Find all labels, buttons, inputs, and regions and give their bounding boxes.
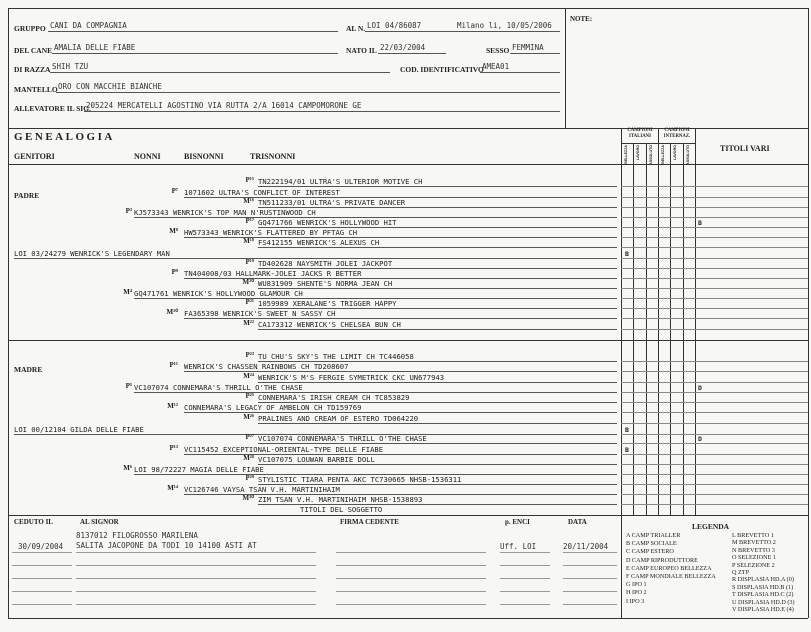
legenda-item: I IPO 3 [626,597,645,605]
pedigree-entry: TD402628 NAYSMITH JOLEI JACKPOT [258,259,393,268]
padre-label: PADRE [14,191,40,200]
subcol-label: ASSOLUTO [685,145,690,165]
footer-line [500,578,550,579]
razza-label: DI RAZZA [14,65,51,74]
pedigree-entry: VC115452 EXCEPTIONAL-ORIENTAL-TYPE DELLE FIABE [184,445,384,454]
grid-row-line [621,434,808,435]
grid-row-line [621,288,808,289]
sesso-label: SESSO [486,46,510,55]
pedigree-prefix: P⁷ [171,187,178,195]
legenda-item: N BREVETTO 3 [732,546,775,554]
footer-line [12,552,72,553]
razza-value: SHIH TZU [52,62,89,71]
col-trisnonni: TRISNONNI [250,152,296,161]
grid-row-line [621,464,808,465]
footer-line [76,604,316,605]
al-n-value: LOI 04/86087 [367,21,422,30]
pedigree-line [258,186,617,187]
pedigree-entry: GQ471766 WENRICK'S HOLLYWOOD HIT [258,218,397,227]
cod-value: AMEA01 [482,62,510,71]
titoli-soggetto: TITOLI DEL SOGGETTO [300,505,383,514]
grid-row-line [621,402,808,403]
al-n-label: AL N. [346,24,366,33]
gruppo-value: CANI DA COMPAGNIA [50,21,127,30]
grid-row-line [621,454,808,455]
grid-row-line [621,423,808,424]
pedigree-entry: LOI 00/12104 GILDA DELLE FIABE [14,425,144,434]
pedigree-prefix: P¹¹ [169,361,178,369]
grid-row-line [621,207,808,208]
subcol-label: ASSOLUTO [648,145,653,165]
legenda-item: M BREVETTO 2 [732,539,776,547]
pedigree-entry: FA365398 WENRICK'S SWEET N SASSY CH [184,309,336,318]
pedigree-prefix: M¹⁶ [243,197,254,205]
pedigree-entry: WU831909 SHENTE'S NORMA JEAN CH [258,279,393,288]
pedigree-prefix: P⁵ [125,382,132,390]
grid-row-line [621,237,808,238]
nato-label: NATO IL [346,46,377,55]
grid-row-line [621,494,808,495]
note-label: NOTE: [570,15,593,23]
cane-value: AMALIA DELLE FIABE [54,43,136,52]
pedigree-line [258,288,617,289]
footer-line [336,591,486,592]
subcol-label: BELLEZZA [624,145,628,164]
pedigree-prefix: M²² [243,319,254,327]
pedigree-entry: HW573343 WENRICK'S FLATTERED BY PFTAG CH [184,228,358,237]
pedigree-entry: CONNEMARA'S LEGACY OF AMBELON CH TD159769 [184,403,362,412]
mantello-label: MANTELLO [14,85,58,94]
allevatore-value: 205224 MERCATELLI AGOSTINO VIA RUTTA 2/A 16014 CAMPOMORONE GE [86,101,362,110]
legenda-item: H IPO 2 [626,589,647,597]
legenda-left [626,532,716,606]
pedigree-line [258,423,617,424]
grid-row-line [621,504,808,505]
pedigree-prefix: M²⁶ [243,413,254,421]
pedigree-prefix: P²⁷ [245,433,254,441]
madre-label: MADRE [14,365,43,374]
footer-line [336,552,486,553]
grid-row-line [621,247,808,248]
pedigree-line [258,247,617,248]
pedigree-entry: LOI 03/24279 WENRICK'S LEGENDARY MAN [14,249,170,258]
grid-row-line [621,443,808,444]
grid-row-line [621,412,808,413]
footer-line [12,604,72,605]
col-nonni: NONNI [134,152,161,161]
pedigree-entry: WENRICK'S CHASSEN RAINBOWS CH TD208607 [184,362,349,371]
footer-line [563,565,617,566]
pedigree-entry: GQ471761 WENRICK'S HOLLYWOOD GLAMOUR CH [134,289,303,298]
footer-line [76,552,316,553]
cod-label: COD. IDENTIFICATIVO [400,65,484,74]
pedigree-prefix: P²⁹ [245,474,254,482]
campioni-italiani-label: CAMPIONI ITALIANI [627,128,653,139]
pedigree-line [258,382,617,383]
grid-row-line [621,308,808,309]
col-genitori: GENITORI [14,152,55,161]
genealogia-title: GENEALOGIA [14,131,115,143]
legenda-item: Q ZTP [732,569,750,577]
penci-label: p. ENCI [505,518,530,526]
legenda-item: L BREVETTO 1 [732,532,774,539]
col-bisnonni: BISNONNI [184,152,224,161]
legenda-item: C CAMP ESTERO [626,548,674,556]
nato-value: 22/03/2004 [380,43,426,52]
pedigree-prefix: M¹⁰ [166,308,178,316]
legenda-item: O SELEZIONE 1 [732,554,776,562]
footer-line [76,578,316,579]
grid-row-line [621,329,808,330]
legenda-item: F CAMP MONDIALE BELLEZZA [626,573,716,581]
footer-line [500,591,550,592]
pedigree-prefix: P¹⁷ [245,217,254,225]
champion-mark: B [625,250,629,258]
pedigree-line [258,464,617,465]
pedigree-prefix: P²⁵ [245,392,254,400]
champion-mark: B [625,426,629,434]
signor-line2: SALITA JACOPONE DA TODI 10 14100 ASTI AT [76,541,257,550]
grid-row-line [621,258,808,259]
pedigree-entry: CONNEMARA'S IRISH CREAM CH TC853829 [258,393,410,402]
footer-line [12,591,72,592]
pedigree-prefix: M⁶ [123,464,132,472]
pedigree-entry: VC107074 CONNEMARA'S THRILL O'THE CHASE [258,434,427,443]
footer-line [336,604,486,605]
pedigree-entry: TN511233/01 ULTRA'S PRIVATE DANCER [258,198,406,207]
footer-line [500,604,550,605]
pedigree-prefix: P¹⁵ [245,176,254,184]
pedigree-prefix: P¹⁹ [245,258,254,266]
grid-row-line [621,298,808,299]
pedigree-entry: WENRICK'S M'S FERGIE SYMETRICK CKC UN677943 [258,373,445,382]
place-date: Milano li, 10/05/2006 [457,21,552,30]
grid-row-line [621,371,808,372]
allevatore-label: ALLEVATORE IL SIG. [14,104,91,113]
champion-mark: B [625,446,629,454]
pedigree-entry: STYLISTIC TIARA PENTA AKC TC730665 NHSB-1536311 [258,475,462,484]
ceduto-label: CEDUTO IL [14,518,53,526]
grid-row-line [621,484,808,485]
pedigree-prefix: M³⁰ [242,494,254,502]
pedigree-prefix: P¹³ [169,444,178,452]
footer-line [76,591,316,592]
footer-line [12,578,72,579]
footer-line [563,604,617,605]
mantello-value: ORO CON MACCHIE BIANCHE [58,82,162,91]
pedigree-entry: LOI 98/72227 MAGIA DELLE FIABE [134,465,264,474]
pedigree-prefix: P²³ [245,351,254,359]
pedigree-line [258,329,617,330]
pedigree-entry: KJ573343 WENRICK'S TOP MAN N'RUSTINWOOD CH [134,208,316,217]
penci-value: Uff. LOI [500,542,537,551]
pedigree-prefix: P²¹ [245,298,254,306]
pedigree-entry: 1059989 XERALANE'S TRIGGER HAPPY [258,299,397,308]
pedigree-entry: FS412155 WENRICK'S ALEXUS CH [258,238,380,247]
legenda-item: A CAMP TRIALLER [626,532,681,539]
gruppo-label: GRUPPO [14,24,46,33]
pedigree-prefix: M²⁰ [242,278,254,286]
legenda-item: B CAMP SOCIALE [626,540,677,548]
footer-line [563,578,617,579]
footer-line [563,552,617,553]
legenda-item: E CAMP EUROPEO BELLEZZA [626,564,712,572]
pedigree-entry: VC107075 LOUWAN BARBIE DOLL [258,455,375,464]
cane-label: DEL CANE [14,46,53,55]
subcol-label: LAVORO [636,145,641,161]
pedigree-prefix: P³ [125,207,132,215]
subcol-label: BELLEZZA [661,145,665,164]
pedigree-prefix: M¹² [167,402,178,410]
pedigree-prefix: P⁹ [171,268,178,276]
al-signor-label: AL SIGNOR [80,518,119,526]
legenda-item: S DISPLASIA HD.B (1) [732,583,794,591]
grid-row-line [621,318,808,319]
legenda-item: T DISPLASIA HD.C (2) [732,591,794,599]
legenda-item: V DISPLASIA HD.E (4) [732,606,794,614]
grid-row-line [621,186,808,187]
footer-line [336,565,486,566]
pedigree-prefix: M⁸ [169,227,178,235]
pedigree-prefix: M²⁴ [243,372,254,380]
pedigree-entry: 1071602 ULTRA'S CONFLICT OF INTEREST [184,188,340,197]
pedigree-entry: ZIM TSAN V.H. MARTINIHAIM NHSB-1538893 [258,495,423,504]
footer-line [500,565,550,566]
grid-row-line [621,278,808,279]
pedigree-entry: CA173312 WENRICK'S CHELSEA BUN CH [258,320,401,329]
footer-line [76,565,316,566]
campioni-internaz-label: CAMPIONI INTERNAZ. [663,128,691,139]
legenda-item: P SELEZIONE 2 [732,561,775,569]
grid-row-line [621,361,808,362]
grid-row-line [621,382,808,383]
firma-label: FIRMA CEDENTE [340,518,399,526]
footer-line [336,578,486,579]
pedigree-prefix: M¹⁴ [167,484,178,492]
grid-row-line [621,227,808,228]
legenda-right [732,532,795,613]
footer-line [12,565,72,566]
pedigree-prefix: M²⁸ [243,454,254,462]
grid-row-line [621,268,808,269]
data-value: 20/11/2004 [563,542,609,551]
subcol-label: LAVORO [673,145,678,161]
signor-line1: 8137012 FILOGROSSO MARILENA [76,531,198,540]
titoli-vari-mark: D [698,435,702,443]
legenda-item: R DISPLASIA HD.A (0) [732,576,794,584]
data-label: DATA [568,518,587,526]
legenda-item: D CAMP RIPRODUTTORE [626,556,698,564]
titoli-vari-mark: D [698,384,702,392]
titoli-vari-label: TITOLI VARI [720,144,770,153]
grid-row-line [621,217,808,218]
pedigree-line [258,443,617,444]
pedigree-entry: TN222194/01 ULTRA'S ULTERIOR MOTIVE CH [258,177,423,186]
titoli-vari-mark: B [698,219,702,227]
footer-line [563,591,617,592]
ceduto-value: 30/09/2004 [18,542,64,551]
legenda-title: LEGENDA [692,522,730,531]
legenda-item: G IPO 1 [626,581,647,589]
pedigree-prefix: M⁴ [123,288,132,296]
pedigree-entry: VC107074 CONNEMARA'S THRILL O'THE CHASE [134,383,303,392]
legenda-item: U DISPLASIA HD.D (3) [732,598,795,606]
pedigree-prefix: M¹⁸ [243,237,254,245]
pedigree-entry: PRALINES AND CREAM OF ESTERO TD064220 [258,414,419,423]
grid-row-line [621,392,808,393]
pedigree-entry: VC126746 VAYSA TSAN V.H. MARTINIHAIM [184,485,340,494]
pedigree-entry: TN404008/03 HALLMARK-JOLEI JACKS R BETTER [184,269,362,278]
grid-row-line [621,474,808,475]
footer-line [500,552,550,553]
pedigree-entry: TU CHU'S SKY'S THE LIMIT CH TC446058 [258,352,414,361]
grid-row-line [621,197,808,198]
sesso-value: FEMMINA [512,43,544,52]
